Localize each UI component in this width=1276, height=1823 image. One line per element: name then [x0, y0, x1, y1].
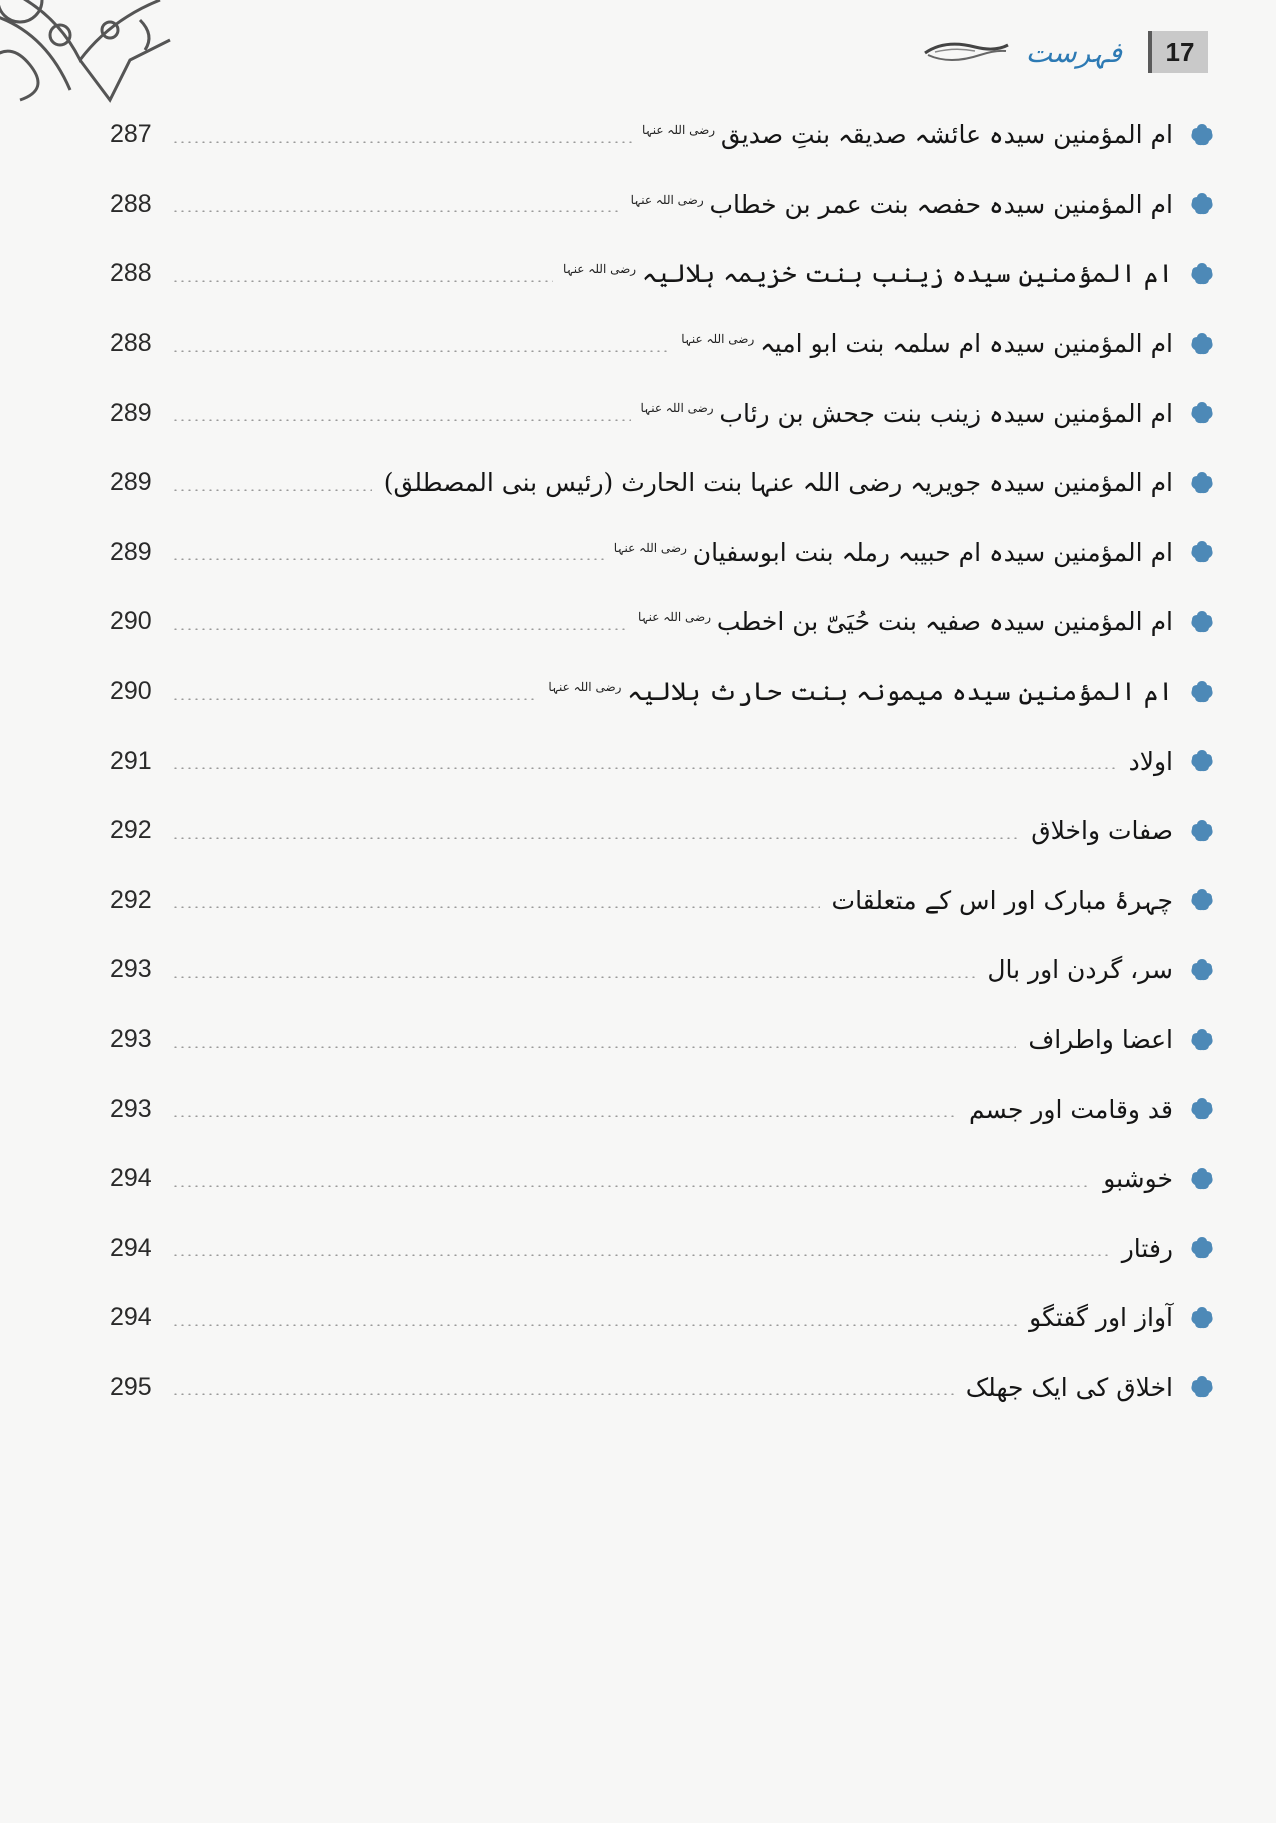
honorific-mark: رضی اللہ عنہا — [681, 331, 759, 346]
toc-page-number: 294 — [110, 1233, 152, 1262]
blue-flower-bullet-icon — [1189, 1235, 1215, 1261]
toc-entry[interactable] — [110, 866, 1215, 936]
toc-page-number: 288 — [110, 189, 152, 218]
blue-flower-bullet-icon — [1189, 191, 1215, 217]
dot-leader — [172, 1254, 1110, 1256]
toc-page-number: 294 — [110, 1303, 152, 1332]
toc-page-number: 294 — [110, 1164, 152, 1193]
dot-leader — [172, 767, 1117, 769]
dot-leader — [172, 976, 975, 978]
toc-entry-title: سر، گردن اور بال — [987, 955, 1173, 985]
dot-leader — [172, 1185, 1091, 1187]
blue-flower-bullet-icon — [1189, 679, 1215, 705]
toc-entry[interactable] — [110, 170, 1215, 240]
blue-flower-bullet-icon — [1189, 609, 1215, 635]
toc-entry[interactable] — [110, 1074, 1215, 1144]
toc-entry-title: چہرۂ مبارک اور اس کے متعلقات — [831, 885, 1173, 915]
dot-leader — [172, 1324, 1017, 1326]
toc-entry[interactable] — [110, 935, 1215, 1005]
blue-flower-bullet-icon — [1189, 818, 1215, 844]
toc-entry[interactable] — [110, 1144, 1215, 1214]
toc-entry-title: ام المؤمنین سیدہ میمونہ بنت حارث ہلالیہ $^{رضی اللہ عنہا}$ — [548, 677, 1173, 707]
toc-entry-title: ام المؤمنین سیدہ عائشہ صدیقہ بنتِ صدیق $^{رضی اللہ عنہا}$ — [642, 120, 1173, 150]
dot-leader — [172, 628, 628, 630]
toc-page-number: 289 — [110, 537, 152, 566]
toc-page-number: 295 — [110, 1372, 152, 1401]
toc-entry[interactable] — [110, 378, 1215, 448]
dot-leader — [172, 906, 820, 908]
dot-leader — [172, 1393, 954, 1395]
toc-entry-title: قد وقامت اور جسم — [969, 1094, 1173, 1124]
blue-flower-bullet-icon — [1189, 1305, 1215, 1331]
toc-entry-title: خوشبو — [1103, 1164, 1173, 1194]
toc-entry-title: اخلاق کی ایک جھلک — [965, 1372, 1173, 1402]
blue-flower-bullet-icon — [1189, 539, 1215, 565]
honorific-mark: رضی اللہ عنہا — [630, 192, 708, 207]
dot-leader — [172, 141, 632, 143]
toc-page-number: 292 — [110, 816, 152, 845]
toc-entry[interactable] — [110, 1005, 1215, 1075]
blue-flower-bullet-icon — [1189, 122, 1215, 148]
toc-page-number: 288 — [110, 259, 152, 288]
toc-entry[interactable] — [110, 448, 1215, 518]
dot-leader — [172, 1115, 957, 1117]
page-header — [920, 30, 1208, 74]
toc-page-number: 292 — [110, 885, 152, 914]
toc-page-number: 293 — [110, 1025, 152, 1054]
blue-flower-bullet-icon — [1189, 748, 1215, 774]
honorific-mark: رضی اللہ عنہا — [642, 122, 719, 137]
table-of-contents — [110, 100, 1215, 1422]
toc-page-number: 288 — [110, 329, 152, 358]
toc-entry[interactable] — [110, 1353, 1215, 1423]
toc-entry-title: رفتار — [1121, 1233, 1173, 1263]
blue-flower-bullet-icon — [1189, 1027, 1215, 1053]
toc-page-number: 291 — [110, 746, 152, 775]
honorific-mark: رضی اللہ عنہا — [637, 610, 715, 625]
blue-flower-bullet-icon — [1189, 400, 1215, 426]
dot-leader — [172, 419, 631, 421]
toc-entry[interactable] — [110, 1283, 1215, 1353]
honorific-mark: رضی اللہ عنہا — [563, 262, 640, 277]
toc-page-number: 289 — [110, 468, 152, 497]
toc-entry[interactable] — [110, 1214, 1215, 1284]
toc-entry[interactable] — [110, 309, 1215, 379]
page-title: فہرست — [1025, 35, 1122, 69]
blue-flower-bullet-icon — [1189, 957, 1215, 983]
blue-flower-bullet-icon — [1189, 1166, 1215, 1192]
dot-leader — [172, 1046, 1016, 1048]
toc-entry[interactable] — [110, 726, 1215, 796]
dot-leader — [172, 558, 604, 560]
toc-page-number: 293 — [110, 1094, 152, 1123]
toc-entry-title: صفات واخلاق — [1031, 816, 1173, 846]
blue-flower-bullet-icon — [1189, 1096, 1215, 1122]
dot-leader — [172, 280, 553, 282]
toc-entry-title: ام المؤمنین سیدہ حفصہ بنت عمر بن خطاب $^{رضی اللہ عنہا}$ — [630, 189, 1173, 219]
toc-entry[interactable] — [110, 796, 1215, 866]
toc-entry-title: ام المؤمنین سیدہ زینب بنت جحش بن رئاب $^{رضی اللہ عنہا}$ — [640, 398, 1173, 428]
blue-flower-bullet-icon — [1189, 887, 1215, 913]
swoosh-ornament-icon — [920, 37, 1010, 67]
toc-page-number: 290 — [110, 677, 152, 706]
toc-entry-title: ام المؤمنین سیدہ ام سلمہ بنت ابو امیہ $^{رضی اللہ عنہا}$ — [681, 329, 1173, 359]
toc-entry[interactable] — [110, 657, 1215, 727]
blue-flower-bullet-icon — [1189, 261, 1215, 287]
toc-entry[interactable] — [110, 100, 1215, 170]
dot-leader — [172, 698, 538, 700]
page-number: 17 — [1165, 36, 1195, 67]
honorific-mark: رضی اللہ عنہا — [548, 679, 626, 694]
dot-leader — [172, 837, 1019, 839]
dot-leader — [172, 350, 671, 352]
toc-page-number: 290 — [110, 607, 152, 636]
page-number-badge — [1148, 31, 1208, 73]
blue-flower-bullet-icon — [1189, 1374, 1215, 1400]
toc-page-number: 293 — [110, 955, 152, 984]
corner-ornament-icon — [0, 0, 180, 110]
toc-entry-title: ام المؤمنین سیدہ زینب بنت خزیمہ ہلالیہ $^{رضی اللہ عنہا}$ — [563, 259, 1173, 289]
blue-flower-bullet-icon — [1189, 331, 1215, 357]
toc-entry[interactable] — [110, 239, 1215, 309]
blue-flower-bullet-icon — [1189, 470, 1215, 496]
dot-leader — [172, 489, 372, 491]
toc-page-number: 287 — [110, 120, 152, 149]
toc-entry[interactable] — [110, 587, 1215, 657]
toc-entry-title: آواز اور گفتگو — [1029, 1303, 1173, 1333]
toc-entry-title: ام المؤمنین سیدہ صفیہ بنت حُیَیّ بن اخطب $^{رضی اللہ عنہا}$ — [637, 607, 1173, 637]
dot-leader — [172, 210, 621, 212]
toc-page-number: 289 — [110, 398, 152, 427]
honorific-mark: رضی اللہ عنہا — [613, 540, 691, 555]
toc-entry-title: ام المؤمنین سیدہ ام حبیبہ رملہ بنت ابوسفیان $^{رضی اللہ عنہا}$ — [613, 537, 1173, 567]
toc-entry-title: ام المؤمنین سیدہ جویریہ رضی اللہ عنہا بنت الحارث (رئیس بنی المصطلق) — [383, 468, 1173, 498]
honorific-mark: رضی اللہ عنہا — [640, 401, 718, 416]
toc-entry-title: اعضا واطراف — [1028, 1025, 1173, 1055]
toc-entry-title: اولاد — [1128, 746, 1173, 776]
toc-entry[interactable] — [110, 518, 1215, 588]
